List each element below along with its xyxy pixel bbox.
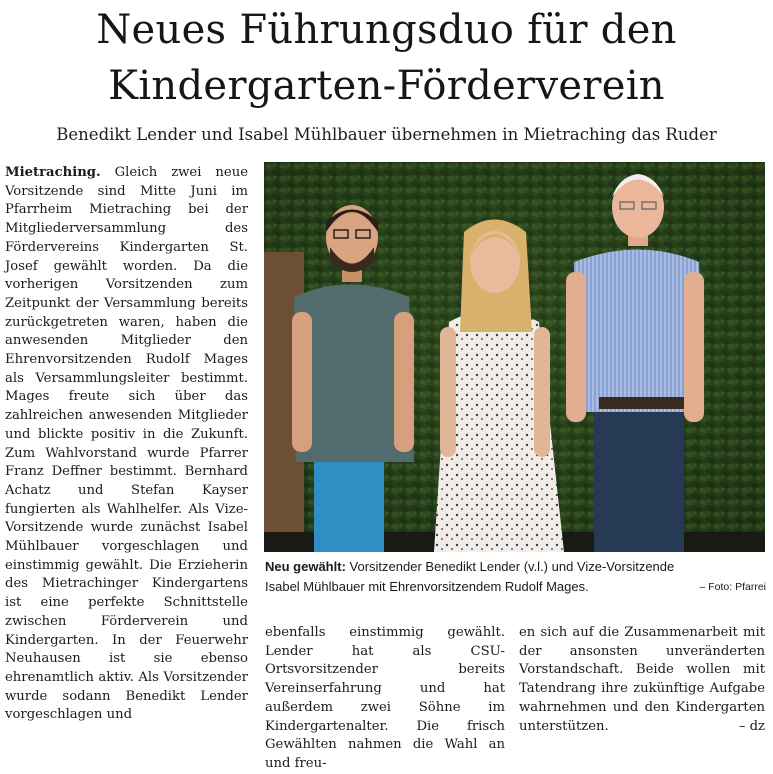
photo-credit: – Foto: Pfarrei xyxy=(699,581,766,593)
caption-text-1: Vorsitzender Benedikt Lender (v.l.) und Vize-Vorsitzende xyxy=(349,559,675,574)
article-photo xyxy=(264,162,765,552)
photo-illustration xyxy=(264,162,765,552)
photo-caption xyxy=(265,557,766,597)
caption-line-1 xyxy=(265,557,766,577)
headline-line-1: Neues Führungsduo für den xyxy=(96,7,677,53)
author-mark: – dz xyxy=(738,718,765,734)
article-column-3 xyxy=(519,624,765,741)
dateline: Mietraching. xyxy=(5,165,101,180)
article-column-2 xyxy=(265,624,505,771)
headline xyxy=(0,2,773,114)
caption-text-2: Isabel Mühlbauer mit Ehrenvorsitzendem Rudolf Mages. xyxy=(265,579,589,594)
subheadline: Benedikt Lender und Isabel Mühlbauer übernehmen in Mietraching das Ruder xyxy=(56,125,717,144)
column-3-text: en sich auf die Zusammenarbeit mit der ansonsten unveränderten Vorstandschaft. Beide wollen mit Tatendrang ihre zukünftige Aufgabe wahrnehmen und den Kindergarten unterstützen. xyxy=(519,625,765,734)
column-1-text: Gleich zwei neue Vorsitzende sind Mitte Juni im Pfarrheim Mietraching bei der Mitgliederversammlung des Fördervereins Kindergarten St. Josef gewählt worden. Da die vorherigen Vorsitzenden zum Zeitpunkt der Versammlung bereits zurückgetreten waren, haben die anwesenden Mitglieder den Ehrenvorsitzenden Rudolf Mages als Versammlungsleiter bestimmt. Mages freute sich über das zahlreichen anwesenden Mitglieder und blickte positiv in die Zukunft. Zum Wahlvorstand wurde Pfarrer Franz Deffner bestimmt. Bernhard Achatz und Stefan Kayser fungierten als Wahlhelfer. Als Vize-Vorsitzende wurde zunächst Isabel Mühlbauer vorgeschlagen und einstimmig gewählt. Die Erzieherin des Mietrachinger Kindergartens ist eine perfekte Schnittstelle zwischen Förderverein und Kindergarten. In der Feuerwehr Neuhausen ist sie ebenso ehrenamtlich aktiv. Als Vorsitzender wurde sodann Benedikt Lender vorgeschlagen und xyxy=(5,165,248,723)
article-column-1 xyxy=(5,164,248,741)
column-2-text: ebenfalls einstimmig gewählt. Lender hat als CSU-Ortsvorsitzender bereits Vereinserfahrung und hat außerdem zwei Söhne im Kindergartenalter. Die frisch Gewählten nahmen die Wahl an und freu- xyxy=(265,625,505,771)
caption-line-2 xyxy=(265,577,766,597)
headline-line-2: Kindergarten-Förderverein xyxy=(108,63,665,109)
caption-lead: Neu gewählt: xyxy=(265,559,346,574)
